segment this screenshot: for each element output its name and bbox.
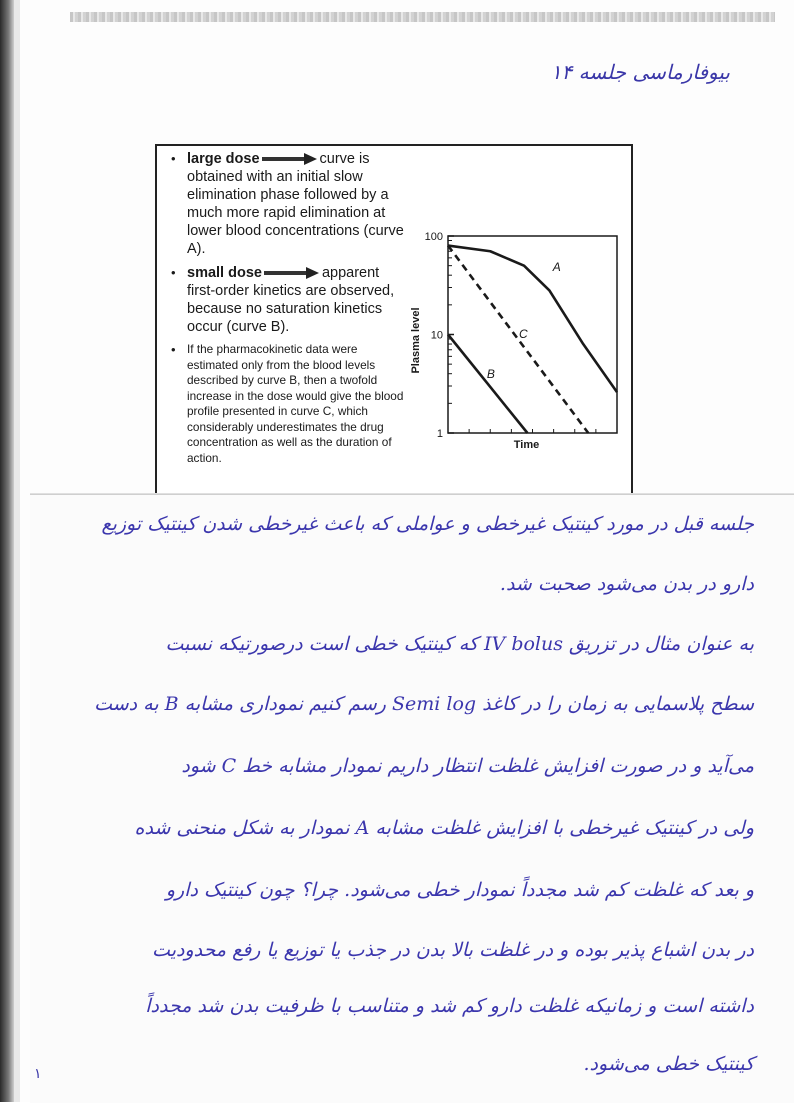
handwritten-notes-sheet: [30, 494, 794, 1103]
bullet-small-dose-lead: small dose: [187, 265, 262, 281]
chart-axes-frame: [448, 236, 617, 433]
bullet-small-dose: [169, 264, 405, 336]
scan-left-edge: [0, 0, 14, 1102]
scan-left-shadow: [14, 0, 20, 1102]
series-label-c: C: [518, 327, 528, 342]
bullet-large-dose: [169, 150, 405, 258]
handwritten-line: سطح پلاسمایی به زمان را در کاغذ Semi log رسم کنیم نموداری مشابه B به دست: [94, 693, 754, 715]
y-tick-label: 10: [430, 329, 443, 342]
series-label-a: A: [552, 260, 561, 275]
plasma-level-chart: [402, 226, 627, 466]
y-axis-label: Plasma level: [410, 307, 422, 374]
bullet-dot: •: [171, 265, 176, 280]
slide-bullets: [169, 150, 405, 466]
footer-page-note: ۱: [34, 1066, 42, 1082]
arrow-icon: [262, 154, 318, 164]
handwritten-line: می‌آید و در صورت افزایش غلظت انتظار داریم نمودار مشابه خط C شود: [181, 755, 754, 777]
bullet-large-dose-lead: large dose: [187, 151, 260, 167]
x-axis-label: Time: [513, 439, 540, 451]
arrow-icon: [264, 268, 320, 278]
bullet-large-dose-text: curve is obtained with an initial slow elimination phase followed by a much more rapid elimination at lower blood concentrations (curve A).: [187, 151, 404, 257]
bullet-dot: •: [171, 342, 176, 357]
y-tick-label: 100: [424, 231, 443, 243]
header-handwritten-note: بیوفارماسی جلسه ۱۴: [550, 60, 730, 84]
bullet-note: [169, 342, 405, 466]
scan-top-edge: [70, 12, 775, 22]
lecture-slide-excerpt: [155, 144, 633, 498]
bullet-small-dose-text: apparent first-order kinetics are observed, because no saturation kinetics occur (curve B).: [187, 265, 395, 335]
handwritten-line: ولی در کینتیک غیرخطی با افزایش غلظت مشابه A نمودار به شکل منحنی شده: [134, 817, 754, 839]
bullet-dot: •: [171, 151, 176, 166]
bullet-note-text: If the pharmacokinetic data were estimated only from the blood levels described by curve B, then a twofold increase in the dose would give the blood profile presented in curve C, which considerably underestimates the drug concentration as well as the duration of action.: [187, 342, 404, 465]
handwritten-line: در بدن اشباع پذیر بوده و در غلظت بالا بدن در جذب یا توزیع یا رفع محدودیت: [152, 939, 754, 961]
handwritten-line: جلسه قبل در مورد کینتیک غیرخطی و عواملی که باعث غیرخطی شدن کینتیک توزیع: [101, 513, 754, 535]
y-tick-label: 1: [436, 428, 443, 440]
handwritten-line: کینتیک خطی می‌شود.: [583, 1053, 754, 1075]
series-line-a: [448, 246, 617, 393]
handwritten-line: و بعد که غلظت کم شد مجدداً نمودار خطی می‌شود. چرا؟ چون کینتیک دارو: [165, 879, 754, 901]
handwritten-line: به عنوان مثال در تزریق IV bolus که کینتیک خطی است درصورتیکه نسبت: [165, 633, 754, 655]
handwritten-line: داشته است و زمانیکه غلظت دارو کم شد و متناسب با ظرفیت بدن شد مجدداً: [145, 995, 754, 1017]
series-label-b: B: [486, 367, 495, 382]
series-line-b: [448, 335, 527, 434]
handwritten-line: دارو در بدن می‌شود صحبت شد.: [499, 573, 754, 595]
